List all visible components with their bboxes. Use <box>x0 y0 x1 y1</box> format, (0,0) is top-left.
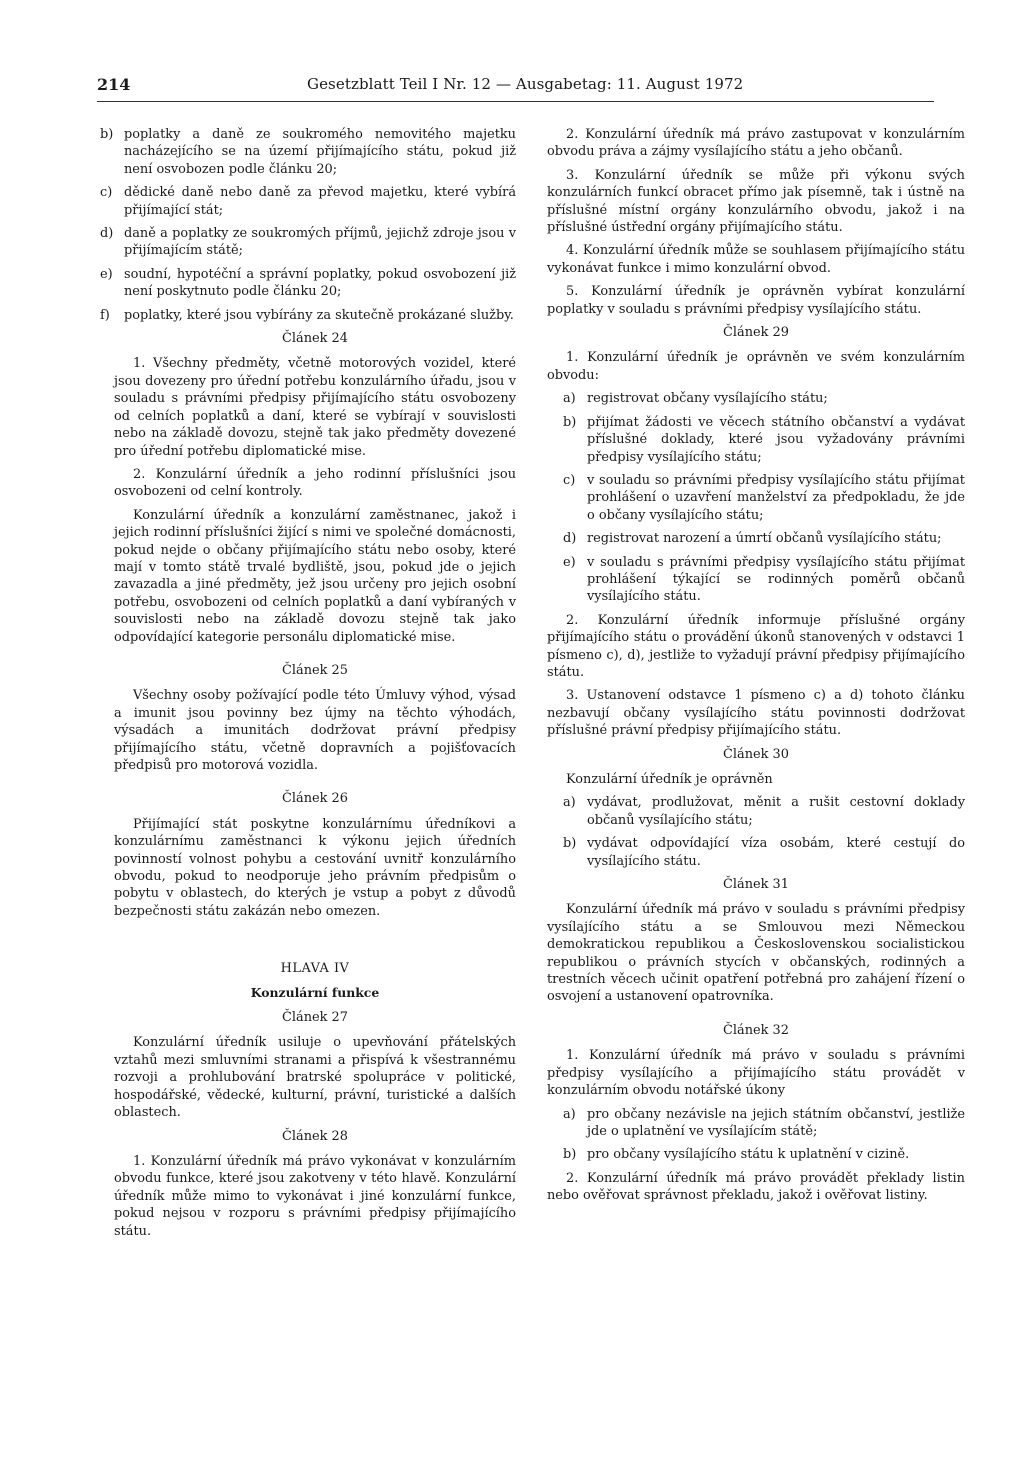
list-marker: d) <box>100 226 114 242</box>
list-item <box>563 390 965 407</box>
list-item <box>563 1146 965 1163</box>
article-28-paragraph-2: 2. Konzulární úředník má právo zastupovat v konzulárním obvodu práva a zájmy vysílajícího státu a jeho občanů. <box>547 127 965 160</box>
article-25-paragraph: Všechny osoby požívající podle této Úmluvy výhod, výsad a imunit jsou povinny bez újmy na těchto výhodách, výsadách a imunitách dodržovat právní předpisy přijímajícího státu, včetně dopravních a pojišťovacích předpisů pro motorová vozidla. <box>114 688 516 773</box>
list-item <box>563 835 965 870</box>
list-text: přijímat žádosti ve věcech státního občanství a vydávat příslušné doklady, které jsou vyžadovány právními předpisy vysílajícího státu; <box>587 414 965 465</box>
list-item <box>100 126 516 178</box>
article-28-paragraph-1: 1. Konzulární úředník má právo vykonávat v konzulárním obvodu funkce, které jsou zakotveny v této hlavě. Konzulární úředník může mimo to vykonávat i jiné konzulární funkce, pokud nejsou v rozporu s právními předpisy přijímajícího státu. <box>114 1153 516 1239</box>
list-marker: b) <box>563 1147 577 1163</box>
article-28-paragraph-3: 3. Konzulární úředník se může při výkonu svých konzulárních funkcí obracet přímo jak písemně, tak i ústně na příslušné místní orgány konzulárního obvodu, jakož i na příslušné ústřední orgány přijímajícího státu. <box>547 167 965 236</box>
page-header <box>97 75 933 99</box>
list-text: registrovat občany vysílajícího státu; <box>587 391 828 407</box>
list-item <box>563 1106 965 1141</box>
list-item <box>563 530 965 547</box>
list-marker: a) <box>563 1106 576 1122</box>
article-27-title: Článek 27 <box>282 1010 348 1026</box>
list-text: vydávat, prodlužovat, měnit a rušit cestovní doklady občanů vysílajícího státu; <box>587 795 965 828</box>
list-item <box>100 266 516 301</box>
article-32-paragraph-1: 1. Konzulární úředník má právo v souladu s právními předpisy vysílajícího a přijímajícího státu provádět v konzulárním obvodu notářské úkony <box>547 1048 965 1099</box>
article-29-title: Článek 29 <box>723 325 789 341</box>
list-item <box>563 794 965 829</box>
list-item <box>563 554 965 606</box>
running-title: Gesetzblatt Teil I Nr. 12 — Ausgabetag: 11. August 1972 <box>307 75 744 93</box>
chapter-subtitle: Konzulární funkce <box>250 984 380 1000</box>
list-marker: b) <box>563 836 577 852</box>
list-item <box>563 472 965 524</box>
list-marker: b) <box>100 127 114 142</box>
list-text: v souladu so právními předpisy vysílajícího státu přijímat prohlášení o uzavření manželství za předpokladu, že jde o občany vysílajícího státu; <box>587 472 965 523</box>
list-marker: c) <box>563 472 576 488</box>
article-30-paragraph: Konzulární úředník je oprávněn <box>566 772 773 787</box>
page-number: 214 <box>97 75 131 94</box>
list-text: pro občany nezávisle na jejich státním občanství, jestliže jde o uplatnění ve vysílajícím státě; <box>587 1106 965 1139</box>
article-24-paragraph-2: 2. Konzulární úředník a jeho rodinní příslušníci jsou osvobozeni od celní kontroly. <box>114 466 516 500</box>
list-marker: e) <box>563 554 576 570</box>
list-text: soudní, hypotéční a správní poplatky, pokud osvobození již není poskytnuto podle článku 20; <box>124 266 516 300</box>
article-29-paragraph-2: 2. Konzulární úředník informuje příslušné orgány přijímajícího státu o provádění úkonů stanovených v odstavci 1 písmeno c), d), jestliže to vyžadují právní předpisy přijímajícího státu. <box>547 612 965 680</box>
article-24-paragraph-3: Konzulární úředník a konzulární zaměstnanec, jakož i jejich rodinní příslušníci žijící s nimi ve společné domácnosti, pokud nejde o občany přijímajícího státu nebo osoby, které mají v tomto státě trvalé bydliště, jsou, pokud jde o jejich zavazadla a jiné předměty, jež jsou určeny pro jejich osobní potřebu, osvobozeni od celních poplatků a daní vybíraných v souvislosti nebo na základě dovozu stejně tak jako odpovídající kategorie personálu diplomatické mise. <box>114 507 516 645</box>
list-item <box>100 184 516 219</box>
list-text: poplatky, které jsou vybírány za skutečně prokázané služby. <box>124 307 514 323</box>
article-30-title: Článek 30 <box>723 746 789 762</box>
list-marker: d) <box>563 531 577 547</box>
list-text: pro občany vysílajícího státu k uplatnění v cizině. <box>587 1147 910 1163</box>
list-marker: a) <box>563 391 576 407</box>
list-item <box>100 307 516 324</box>
list-text: dědické daně nebo daně za převod majetku, které vybírá přijímající stát; <box>124 185 516 218</box>
list-item <box>563 414 965 466</box>
list-marker: b) <box>563 414 577 430</box>
list-marker: c) <box>100 185 113 201</box>
list-text: vydávat odpovídající víza osobám, které cestují do vysílajícího státu. <box>587 836 965 869</box>
list-text: registrovat narození a úmrtí občanů vysílajícího státu; <box>587 531 942 547</box>
article-28-paragraph-4: 4. Konzulární úředník může se souhlasem přijímajícího státu vykonávat funkce i mimo konzulární obvod. <box>547 243 965 276</box>
article-31-title: Článek 31 <box>723 877 789 893</box>
left-column <box>100 126 516 1246</box>
article-27-paragraph: Konzulární úředník usiluje o upevňování přátelských vztahů mezi smluvními stranami a přispívá k všestrannému rozvoji a prohlubování bratrské spolupráce v politické, hospodářské, vědecké, kulturní, právní, turistické a dalších oblastech. <box>114 1035 516 1121</box>
list-marker: a) <box>563 795 576 811</box>
article-29-paragraph-3: 3. Ustanovení odstavce 1 písmeno c) a d) tohoto článku nezbavují občany vysílajícího státu povinnosti dodržovat příslušné právní předpisy přijímajícího státu. <box>547 688 965 739</box>
article-26-title: Článek 26 <box>282 791 348 807</box>
article-32-paragraph-2: 2. Konzulární úředník má právo provádět překlady listin nebo ověřovat správnost překladu, jakož i ověřovat listiny. <box>547 1170 965 1204</box>
list-item <box>100 225 516 260</box>
article-32-title: Článek 32 <box>723 1022 789 1038</box>
article-28-paragraph-5: 5. Konzulární úředník je oprávněn vybírat konzulární poplatky v souladu s právními předpisy vysílajícího státu. <box>547 284 965 317</box>
list-text: poplatky a daně ze soukromého nemovitého majetku nacházejícího se na území přijímajícího státu, pokud již není osvobozen podle článku 20; <box>124 127 516 177</box>
list-text: daně a poplatky ze soukromých příjmů, jejichž zdroje jsou v přijímajícím státě; <box>124 226 516 259</box>
right-column <box>547 126 965 1211</box>
article-25-title: Článek 25 <box>282 662 348 678</box>
header-rule <box>97 101 934 102</box>
article-29-paragraph-1: 1. Konzulární úředník je oprávněn ve svém konzulárním obvodu: <box>547 350 965 383</box>
list-text: v souladu s právními předpisy vysílajícího státu přijímat prohlášení týkající se rodinných poměrů občanů vysílajícího státu. <box>587 554 965 605</box>
article-26-paragraph: Přijímající stát poskytne konzulárnímu úředníkovi a konzulárnímu zaměstnanci k výkonu jejich úředních povinností volnost pohybu a cestování uvnitř konzulárního obvodu, pokud to neodporuje jeho právním předpisům o pobytu v oblastech, do kterých je vstup a pobyt z důvodů bezpečnosti státu zakázán nebo omezen. <box>114 816 516 919</box>
list-marker: f) <box>100 307 110 323</box>
article-24-title: Článek 24 <box>282 331 348 347</box>
chapter-title: HLAVA IV <box>280 961 350 977</box>
article-28-title: Článek 28 <box>282 1128 348 1144</box>
list-marker: e) <box>100 266 113 282</box>
article-31-paragraph: Konzulární úředník má právo v souladu s právními předpisy vysílajícího státu a se Smlouvou mezi Německou demokratickou republikou a Československou socialistickou republikou o právních stycích v občanských, rodinných a trestních věcech učinit opatření potřebná pro zahájení řízení o osvojení a ustanovení opatrovníka. <box>547 902 965 1005</box>
article-24-paragraph-1: 1. Všechny předměty, včetně motorových vozidel, které jsou dovezeny pro úřední potřebu konzulárního úřadu, jsou v souladu s právními předpisy přijímajícího státu osvobozeny od celních poplatků a daní, které se vybírají v souvislosti nebo na základě dovozu, stejně tak jako předměty dovezené pro úřední potřebu diplomatické mise. <box>114 356 516 459</box>
